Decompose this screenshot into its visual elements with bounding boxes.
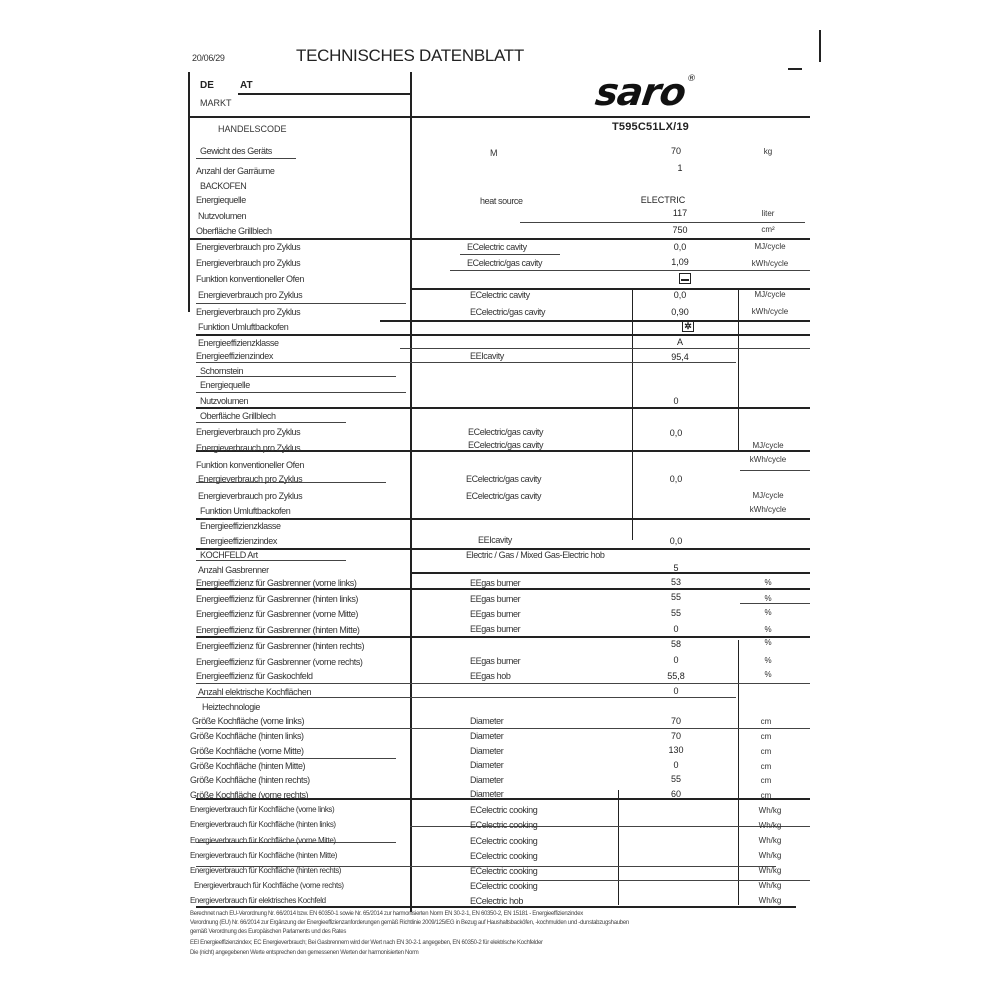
row-rule bbox=[740, 603, 810, 604]
spec-unit: % bbox=[764, 594, 772, 603]
spec-label: Energieverbrauch für Kochfläche (vorne links) bbox=[190, 805, 335, 814]
spec-label: Energieeffizienz für Gasbrenner (vorne Mitte) bbox=[196, 609, 358, 619]
spec-symbol: EEgas burner bbox=[470, 578, 521, 588]
footnote: Berechnet nach EU-Verordnung Nr. 66/2014 bzw. EN 60350-1 sowie Nr. 65/2014 zur harmonisierten Norm EN 30-2-1, EN 60350-2, EN 15181 - Energieeffizienzindex bbox=[190, 911, 583, 917]
spec-symbol: ECelectric cavity bbox=[470, 290, 530, 300]
spec-value: 70 bbox=[670, 716, 681, 726]
product-code-label: HANDELSCODE bbox=[218, 124, 287, 134]
spec-unit: cm² bbox=[761, 225, 775, 234]
spec-value: 750 bbox=[672, 225, 688, 235]
spec-unit: kWh/cycle bbox=[749, 455, 787, 464]
spec-label: Energieverbrauch für Kochfläche (hinten Mitte) bbox=[190, 851, 338, 860]
row-rule bbox=[196, 518, 810, 520]
spec-value: 0 bbox=[673, 760, 679, 770]
row-rule bbox=[196, 906, 796, 908]
col-divider-right bbox=[618, 790, 619, 905]
spec-symbol: Diameter bbox=[470, 746, 504, 756]
col-divider-sub bbox=[632, 290, 633, 540]
spec-symbol: EEIcavity bbox=[478, 535, 512, 545]
model-number: T595C51LX/19 bbox=[612, 121, 689, 133]
spec-symbol: ECelectric cooking bbox=[470, 805, 538, 815]
spec-symbol: ECelectric cooking bbox=[470, 881, 538, 891]
spec-symbol: ECelectric/gas cavity bbox=[466, 474, 542, 484]
spec-symbol: Diameter bbox=[470, 789, 504, 799]
spec-label: Energieverbrauch für Kochfläche (vorne rechts) bbox=[194, 881, 344, 890]
spec-symbol: Electric / Gas / Mixed Gas-Electric hob bbox=[466, 550, 605, 560]
spec-label: Energieverbrauch pro Zyklus bbox=[196, 443, 301, 453]
spec-label: Energieeffizienz für Gaskochfeld bbox=[196, 671, 313, 681]
spec-value: 0,0 bbox=[673, 290, 687, 300]
spec-symbol: EEgas burner bbox=[470, 656, 521, 666]
spec-value: 55 bbox=[670, 608, 681, 618]
spec-symbol: EEgas hob bbox=[470, 671, 511, 681]
spec-value: 53 bbox=[670, 577, 681, 587]
spec-label: Energieverbrauch pro Zyklus bbox=[198, 491, 303, 501]
spec-label: Größe Kochfläche (hinten rechts) bbox=[190, 775, 310, 785]
spec-label: Energieeffizienz für Gasbrenner (hinten rechts) bbox=[196, 641, 365, 651]
spec-label: Funktion konventioneller Ofen bbox=[196, 460, 304, 470]
country-code-alt: AT bbox=[240, 80, 253, 91]
spec-value: 0,0 bbox=[669, 474, 683, 484]
spec-label: Funktion Umluftbackofen bbox=[198, 322, 289, 332]
spec-unit: % bbox=[764, 670, 772, 679]
spec-unit: cm bbox=[760, 776, 772, 785]
row-rule bbox=[400, 348, 810, 349]
spec-label: Energieverbrauch pro Zyklus bbox=[196, 427, 301, 437]
row-rule bbox=[196, 683, 810, 684]
spec-value: 58 bbox=[670, 639, 681, 649]
spec-symbol: EEgas burner bbox=[470, 609, 521, 619]
spec-label: Energieeffizienz für Gasbrenner (vorne rechts) bbox=[196, 657, 363, 667]
spec-value: 0,0 bbox=[673, 242, 687, 252]
spec-unit: Wh/kg bbox=[758, 866, 782, 875]
spec-symbol: EEgas burner bbox=[470, 594, 521, 604]
spec-label: Energieverbrauch für elektrisches Kochfeld bbox=[190, 896, 326, 905]
row-rule bbox=[520, 222, 805, 223]
spec-symbol: Diameter bbox=[470, 731, 504, 741]
spec-label: Energieverbrauch pro Zyklus bbox=[196, 258, 301, 268]
spec-label: Energieverbrauch pro Zyklus bbox=[196, 242, 301, 252]
row-rule bbox=[196, 303, 406, 304]
spec-unit: Wh/kg bbox=[758, 851, 782, 860]
spec-value: 130 bbox=[668, 745, 684, 755]
spec-unit: Wh/kg bbox=[758, 821, 782, 830]
spec-label: Oberfläche Grillblech bbox=[196, 226, 272, 236]
frame-center bbox=[410, 72, 412, 912]
spec-symbol: heat source bbox=[480, 196, 523, 206]
spec-value: A bbox=[676, 337, 683, 347]
rule-market bbox=[238, 93, 410, 95]
spec-symbol: EEIcavity bbox=[470, 351, 504, 361]
spec-unit: Wh/kg bbox=[758, 896, 782, 905]
spec-value: 0,90 bbox=[671, 307, 689, 317]
spec-value: 1,09 bbox=[671, 257, 689, 267]
spec-value: 55 bbox=[670, 774, 681, 784]
footnote: Die (nicht) angegebenen Werte entsprechen den gemessenen Werten der harmonisierten Norm bbox=[190, 950, 419, 956]
spec-unit: cm bbox=[760, 762, 772, 771]
row-rule bbox=[380, 320, 810, 322]
spec-symbol: ECelectric/gas cavity bbox=[468, 427, 544, 437]
spec-label: Größe Kochfläche (vorne rechts) bbox=[190, 790, 309, 800]
market-label: MARKT bbox=[200, 98, 232, 108]
row-rule bbox=[410, 572, 810, 574]
spec-value: 55 bbox=[670, 592, 681, 602]
row-rule bbox=[196, 334, 810, 336]
spec-symbol: ECelectric/gas cavity bbox=[468, 440, 544, 450]
spec-symbol: ECelectric cooking bbox=[470, 820, 538, 830]
spec-label: Energiequelle bbox=[200, 380, 250, 390]
spec-unit: % bbox=[764, 638, 772, 647]
row-rule bbox=[196, 376, 396, 377]
row-rule bbox=[196, 422, 346, 423]
spec-value: 70 bbox=[670, 146, 681, 156]
spec-unit: % bbox=[764, 578, 772, 587]
spec-unit: % bbox=[764, 608, 772, 617]
spec-label: Größe Kochfläche (hinten Mitte) bbox=[190, 761, 306, 771]
spec-symbol: ECelectric cooking bbox=[470, 851, 538, 861]
country-code: DE bbox=[200, 80, 214, 91]
spec-label: Nutzvolumen bbox=[200, 396, 249, 406]
row-rule bbox=[196, 407, 810, 409]
spec-symbol: M bbox=[490, 148, 498, 158]
spec-symbol: ECelectric cooking bbox=[470, 836, 538, 846]
spec-value: 0,0 bbox=[669, 428, 683, 438]
row-rule bbox=[196, 636, 810, 638]
document-date: 20/06/29 bbox=[192, 53, 225, 63]
spec-symbol: ECelectric/gas cavity bbox=[467, 258, 543, 268]
conventional-oven-icon bbox=[679, 273, 691, 284]
spec-label: Energieeffizienzindex bbox=[196, 351, 273, 361]
spec-symbol: Diameter bbox=[470, 775, 504, 785]
spec-unit: Wh/kg bbox=[758, 881, 782, 890]
rule-header bbox=[190, 116, 810, 118]
spec-label: Anzahl Gasbrenner bbox=[198, 565, 269, 575]
spec-unit: Wh/kg bbox=[758, 806, 782, 815]
spec-unit: kWh/cycle bbox=[749, 505, 787, 514]
spec-symbol: ECelectric/gas cavity bbox=[466, 491, 542, 501]
spec-label: Energieeffizienzindex bbox=[200, 536, 277, 546]
spec-label: Energiequelle bbox=[196, 195, 246, 205]
spec-value: 0 bbox=[673, 396, 679, 406]
spec-value: 55,8 bbox=[667, 671, 685, 681]
row-rule bbox=[196, 362, 736, 363]
spec-unit: MJ/cycle bbox=[754, 290, 786, 299]
spec-unit: % bbox=[764, 625, 772, 634]
spec-label: Energieverbrauch für Kochfläche (hinten rechts) bbox=[190, 866, 342, 875]
row-rule bbox=[196, 392, 406, 393]
footnote: Verordnung (EU) Nr. 66/2014 zur Ergänzung der Energieeffizienzanforderungen gemäß Richtlinie 2009/125/EG in Bezug auf Haushaltsbacköfen, -kochmulden und -dunstabzugshauben bbox=[190, 920, 629, 926]
spec-label: Oberfläche Grillblech bbox=[200, 411, 276, 421]
section-label-oven: BACKOFEN bbox=[200, 181, 247, 191]
row-rule bbox=[196, 588, 810, 590]
spec-label: Energieverbrauch für Kochfläche (hinten links) bbox=[190, 820, 336, 829]
row-rule bbox=[196, 758, 396, 759]
spec-unit: MJ/cycle bbox=[754, 242, 786, 251]
document-title: TECHNISCHES DATENBLATT bbox=[296, 46, 524, 65]
spec-label: Schornstein bbox=[200, 366, 244, 376]
spec-label: Anzahl elektrische Kochflächen bbox=[198, 687, 312, 697]
spec-label: Funktion konventioneller Ofen bbox=[196, 274, 304, 284]
spec-symbol: EEgas burner bbox=[470, 624, 521, 634]
row-rule bbox=[450, 270, 810, 271]
spec-value: 0 bbox=[673, 624, 679, 634]
spec-value: 117 bbox=[672, 208, 688, 218]
spec-label: Energieverbrauch pro Zyklus bbox=[196, 307, 301, 317]
spec-unit: kg bbox=[763, 147, 773, 156]
spec-label: Energieeffizienzklasse bbox=[198, 338, 279, 348]
spec-label: Größe Kochfläche (vorne Mitte) bbox=[190, 746, 304, 756]
spec-unit: cm bbox=[760, 791, 772, 800]
spec-unit: cm bbox=[760, 747, 772, 756]
frame-left bbox=[188, 72, 190, 312]
spec-unit: MJ/cycle bbox=[752, 441, 784, 450]
spec-value: 0 bbox=[673, 655, 679, 665]
row-rule bbox=[190, 238, 810, 240]
spec-symbol: Diameter bbox=[470, 760, 504, 770]
row-rule bbox=[196, 158, 296, 159]
spec-symbol: ECelectric cavity bbox=[467, 242, 527, 252]
footnote: gemäß Verordnung des Europäischen Parlaments und des Rates bbox=[190, 929, 347, 935]
spec-symbol: Diameter bbox=[470, 716, 504, 726]
spec-value: 0,0 bbox=[669, 536, 683, 546]
spec-value: 70 bbox=[670, 731, 681, 741]
spec-value: ELECTRIC bbox=[640, 195, 686, 205]
spec-label: Energieverbrauch für Kochfläche (vorne Mitte) bbox=[190, 836, 336, 845]
scan-mark bbox=[788, 68, 802, 70]
row-rule bbox=[460, 254, 560, 255]
spec-value: 95,4 bbox=[671, 352, 689, 362]
section-label-hob: KOCHFELD Art bbox=[200, 550, 258, 560]
spec-symbol: ECelectric hob bbox=[470, 896, 523, 906]
spec-label: Anzahl der Garräume bbox=[196, 166, 275, 176]
col-divider-unit bbox=[738, 290, 739, 450]
spec-symbol: ECelectric cooking bbox=[470, 866, 538, 876]
spec-label: Energieverbrauch pro Zyklus bbox=[198, 290, 303, 300]
spec-unit: cm bbox=[760, 717, 772, 726]
spec-label: Funktion Umluftbackofen bbox=[200, 506, 291, 516]
spec-unit: cm bbox=[760, 732, 772, 741]
spec-value: 5 bbox=[673, 563, 679, 573]
spec-label: Energieeffizienzklasse bbox=[200, 521, 281, 531]
spec-unit: MJ/cycle bbox=[752, 491, 784, 500]
row-rule bbox=[196, 697, 736, 698]
spec-unit: % bbox=[764, 656, 772, 665]
spec-label: Energieeffizienz für Gasbrenner (hinten links) bbox=[196, 594, 359, 604]
convection-fan-icon: ✲ bbox=[682, 321, 694, 332]
spec-label: Nutzvolumen bbox=[198, 211, 247, 221]
spec-symbol: ECelectric/gas cavity bbox=[470, 307, 546, 317]
spec-label: Energieeffizienz für Gasbrenner (hinten Mitte) bbox=[196, 625, 360, 635]
spec-unit: kWh/cycle bbox=[751, 259, 789, 268]
spec-value: 1 bbox=[677, 163, 683, 173]
spec-label: Energieverbrauch pro Zyklus bbox=[198, 474, 303, 484]
row-rule bbox=[740, 470, 810, 471]
spec-label: Größe Kochfläche (hinten links) bbox=[190, 731, 304, 741]
spec-label: Energieeffizienz für Gasbrenner (vorne links) bbox=[196, 578, 357, 588]
spec-value: 0 bbox=[673, 686, 679, 696]
spec-label: Gewicht des Geräts bbox=[200, 146, 272, 156]
spec-label: Heiztechnologie bbox=[202, 702, 261, 712]
footnote: EEI Energieeffizienzindex; EC Energieverbrauch; Bei Gasbrennern wird der Wert nach EN 30-2-1 angegeben, EN 60350-2 für elektrische Kochfelder bbox=[190, 940, 543, 946]
spec-unit: Wh/kg bbox=[758, 836, 782, 845]
brand-logo: saro® bbox=[592, 70, 696, 114]
row-rule bbox=[196, 560, 346, 561]
spec-unit: liter bbox=[761, 209, 775, 218]
spec-value: 60 bbox=[670, 789, 681, 799]
spec-unit: kWh/cycle bbox=[751, 307, 789, 316]
scan-mark bbox=[819, 30, 821, 62]
spec-label: Größe Kochfläche (vorne links) bbox=[192, 716, 305, 726]
row-rule bbox=[196, 728, 810, 729]
